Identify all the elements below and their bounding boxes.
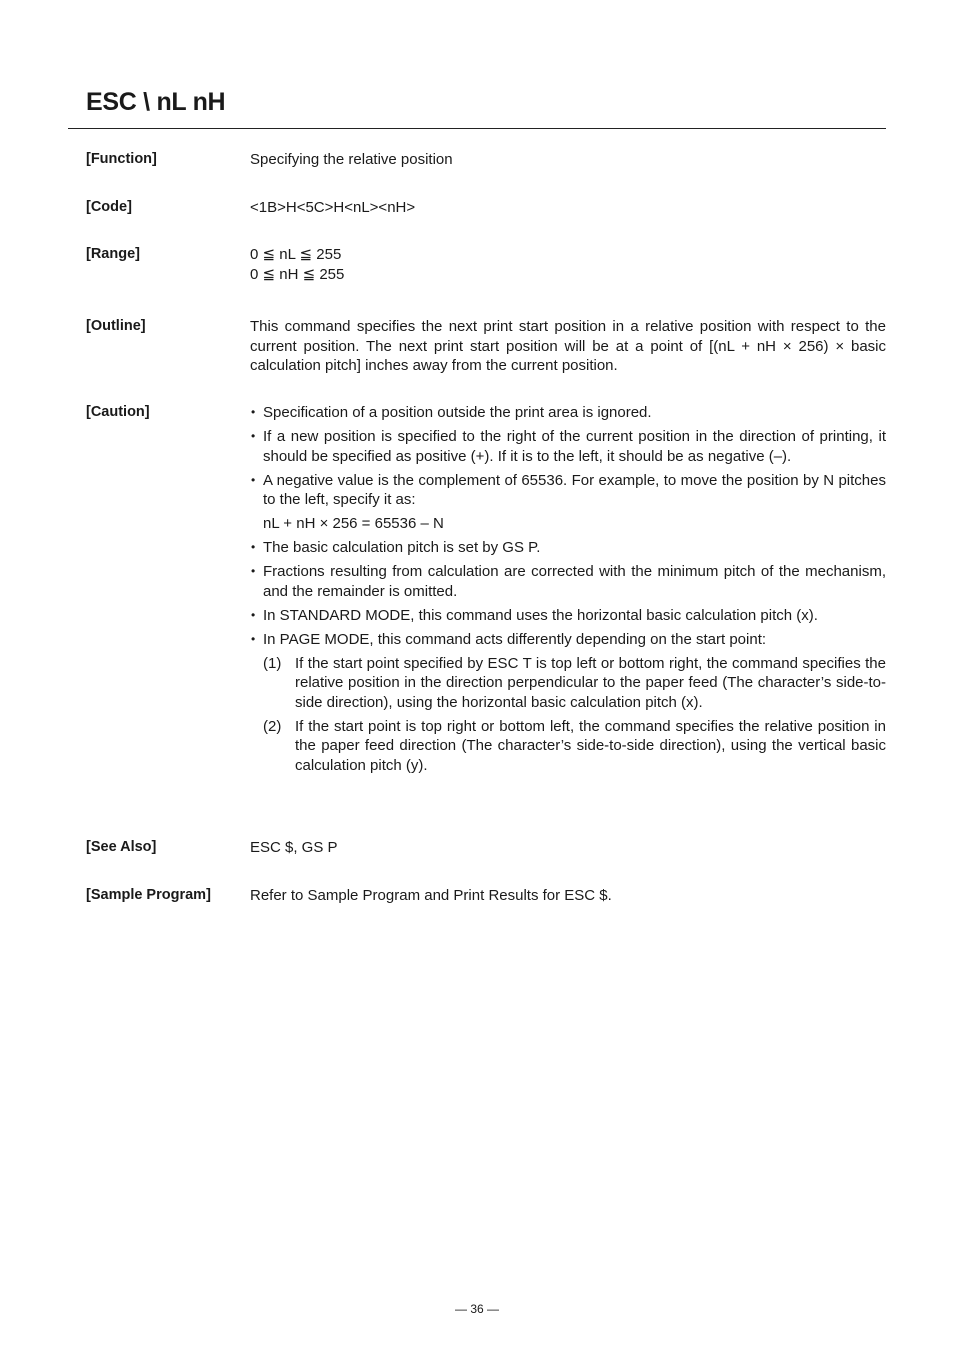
sub-item-number: (2) [263, 717, 282, 735]
code-label: [Code] [86, 199, 132, 215]
sub-item-number: (1) [263, 654, 282, 672]
caution-item: • The basic calculation pitch is set by GS P. [250, 538, 886, 558]
sub-item-text: If the start point specified by ESC T is top left or bottom right, the command specifies the relative position in the direction perpendicular to the paper feed (The character’s side-to-side direction), using the horizontal basic calculation pitch (x). [295, 654, 886, 711]
caution-formula: nL + nH × 256 = 65536 – N [263, 515, 444, 532]
see-also-text: ESC $, GS P [250, 839, 338, 856]
caution-item: • In PAGE MODE, this command acts differently depending on the start point: [250, 630, 886, 650]
outline-text: This command specifies the next print start position in a relative position with respect to the current position. The next print start position will be at a point of [(nL + nH × 256) × basic calculation pitch] inches away from the current position. [250, 318, 886, 374]
see-also-label: [See Also] [86, 839, 157, 855]
outline-label: [Outline] [86, 318, 146, 334]
page-number: — 36 — [454, 1302, 499, 1316]
page-mode-sublist [250, 654, 886, 776]
caution-item: • If a new position is specified to the right of the current position in the direction of printing, it should be specified as positive (+). If it is to the left, it should be as negative (–). [250, 427, 886, 466]
page-title: ESC \ nL nH [86, 88, 226, 116]
caution-label: [Caution] [86, 404, 150, 420]
range-line-nh: 0 ≦ nH ≦ 255 [250, 265, 345, 283]
caution-item: • A negative value is the complement of 65536. For example, to move the position by N pitches to the left, specify it as: [250, 471, 886, 510]
caution-item: • In STANDARD MODE, this command uses the horizontal basic calculation pitch (x). [250, 606, 886, 626]
range-label: [Range] [86, 246, 140, 262]
sub-item-text: If the start point is top right or bottom left, the command specifies the relative position in the paper feed direction (The character’s side-to-side direction), using the vertical basic calculation pitch (y). [295, 717, 886, 774]
function-label: [Function] [86, 151, 157, 167]
function-text: Specifying the relative position [250, 151, 453, 168]
sub-item [250, 717, 886, 776]
range-content [250, 245, 886, 284]
caution-item: • Specification of a position outside the print area is ignored. [250, 403, 886, 423]
sample-program-text: Refer to Sample Program and Print Results for ESC $. [250, 887, 612, 904]
range-line-nl: 0 ≦ nL ≦ 255 [250, 246, 342, 263]
caution-content [250, 403, 886, 780]
caution-item: • Fractions resulting from calculation are corrected with the minimum pitch of the mechanism, and the remainder is omitted. [250, 562, 886, 601]
code-text: <1B>H<5C>H<nL><nH> [250, 199, 416, 216]
sample-program-label: [Sample Program] [86, 887, 211, 903]
title-divider [68, 128, 886, 129]
caution-list [250, 403, 886, 649]
sub-item [250, 654, 886, 713]
